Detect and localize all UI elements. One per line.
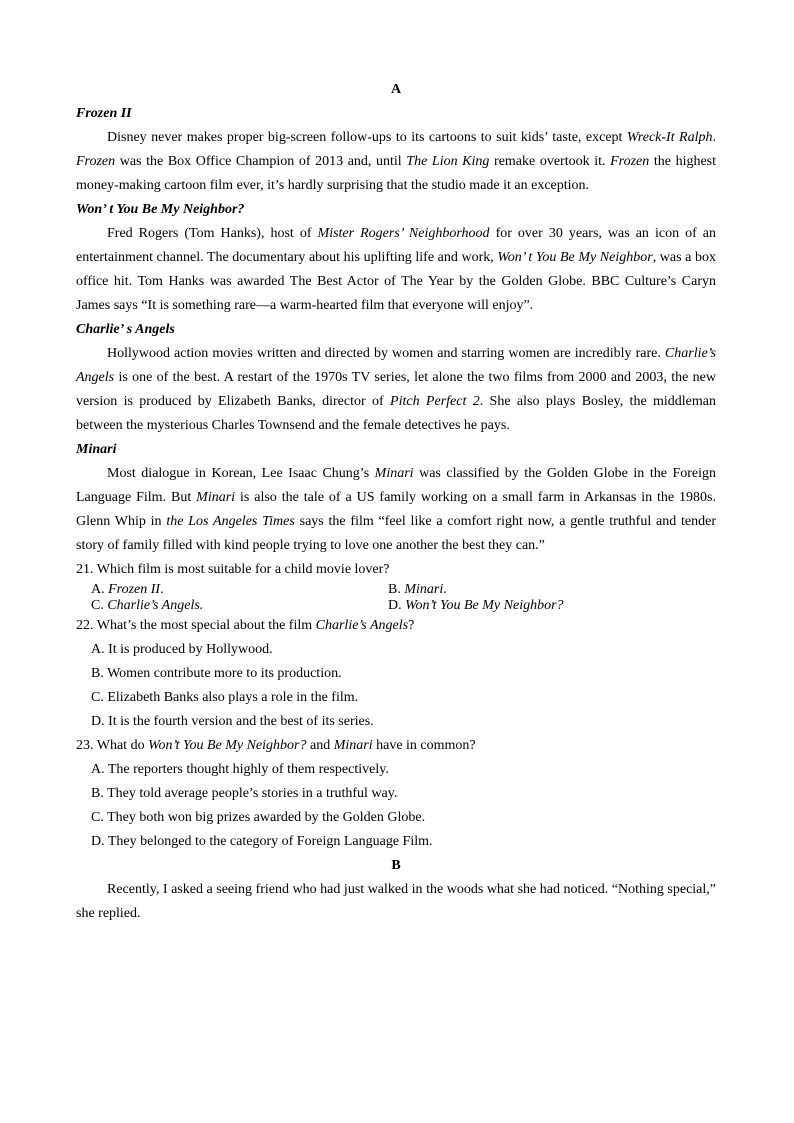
section-b-label: B (391, 858, 401, 873)
question-21-option-a: A. Frozen II. (91, 582, 164, 597)
film-title-minari: Minari (76, 442, 117, 457)
film-title-frozen: Frozen II (76, 106, 132, 121)
film-desc-frozen: Disney never makes proper big-screen follow-ups to its cartoons to suit kids’ taste, except Wreck-It Ralph. Frozen was the Box Office Champion of 2013 and, until The Lion King remake overtook it. Frozen the highest money-making cartoon film ever, it’s hardly surprising that the studio made it an exception. (76, 130, 717, 193)
film-desc-charlies-angels: Hollywood action movies written and directed by women and starring women are incredibly rare. Charlie’s Angels is one of the best. A restart of the 1970s TV series, let alone the two films from 2000 and 2003, the new version is produced by Elizabeth Banks, director of Pitch Perfect 2. She also plays Bosley, the middleman between the mysterious Charles Townsend and the female detectives he pays. (76, 346, 716, 433)
question-22-option-b: B. Women contribute more to its production. (91, 666, 342, 681)
question-22-option-c: C. Elizabeth Banks also plays a role in the film. (91, 690, 359, 705)
film-title-charlies-angels: Charlie’ s Angels (76, 322, 175, 337)
film-title-neighbor: Won’ t You Be My Neighbor? (76, 202, 245, 217)
question-21-option-b: B. Minari. (388, 582, 447, 597)
film-desc-neighbor: Fred Rogers (Tom Hanks), host of Mister Rogers’ Neighborhood for over 30 years, was an icon of an entertainment channel. The documentary about his uplifting life and work, Won’ t You Be My Neighbor, was a box office hit. Tom Hanks was awarded The Best Actor of The Year by the Golden Globe. BBC Culture’s Caryn James says “It is something rare—a warm-hearted film that everyone will enjoy”. (76, 226, 716, 313)
section-b-passage: Recently, I asked a seeing friend who had just walked in the woods what she had noticed. “Nothing special,” she replied. (76, 882, 716, 921)
exam-page (76, 78, 716, 926)
question-21-stem: 21. Which film is most suitable for a child movie lover? (76, 562, 390, 577)
question-23-stem: 23. What do Won’t You Be My Neighbor? and Minari have in common? (76, 738, 476, 753)
question-22-stem: 22. What’s the most special about the film Charlie’s Angels? (76, 618, 415, 633)
question-21-options-row-2 (76, 598, 716, 614)
question-22-option-a: A. It is produced by Hollywood. (91, 642, 273, 657)
question-22-option-d: D. It is the fourth version and the best of its series. (91, 714, 374, 729)
question-23-option-c: C. They both won big prizes awarded by the Golden Globe. (91, 810, 426, 825)
question-23-option-b: B. They told average people’s stories in a truthful way. (91, 786, 398, 801)
question-23-option-a: A. The reporters thought highly of them respectively. (91, 762, 389, 777)
film-desc-minari: Most dialogue in Korean, Lee Isaac Chung’s Minari was classified by the Golden Globe in the Foreign Language Film. But Minari is also the tale of a US family working on a small farm in Arkansas in the 1980s. Glenn Whip in the Los Angeles Times says the film “feel like a comfort right now, a gentle truthful and tender story of family filled with kind people trying to love one another the best they can.” (76, 466, 716, 553)
question-23-option-d: D. They belonged to the category of Foreign Language Film. (91, 834, 433, 849)
question-21-option-d: D. Won’t You Be My Neighbor? (388, 598, 564, 613)
section-a-label: A (390, 82, 402, 97)
question-21-option-c: C. Charlie’s Angels. (91, 598, 204, 613)
question-21-options-row-1 (76, 582, 716, 598)
